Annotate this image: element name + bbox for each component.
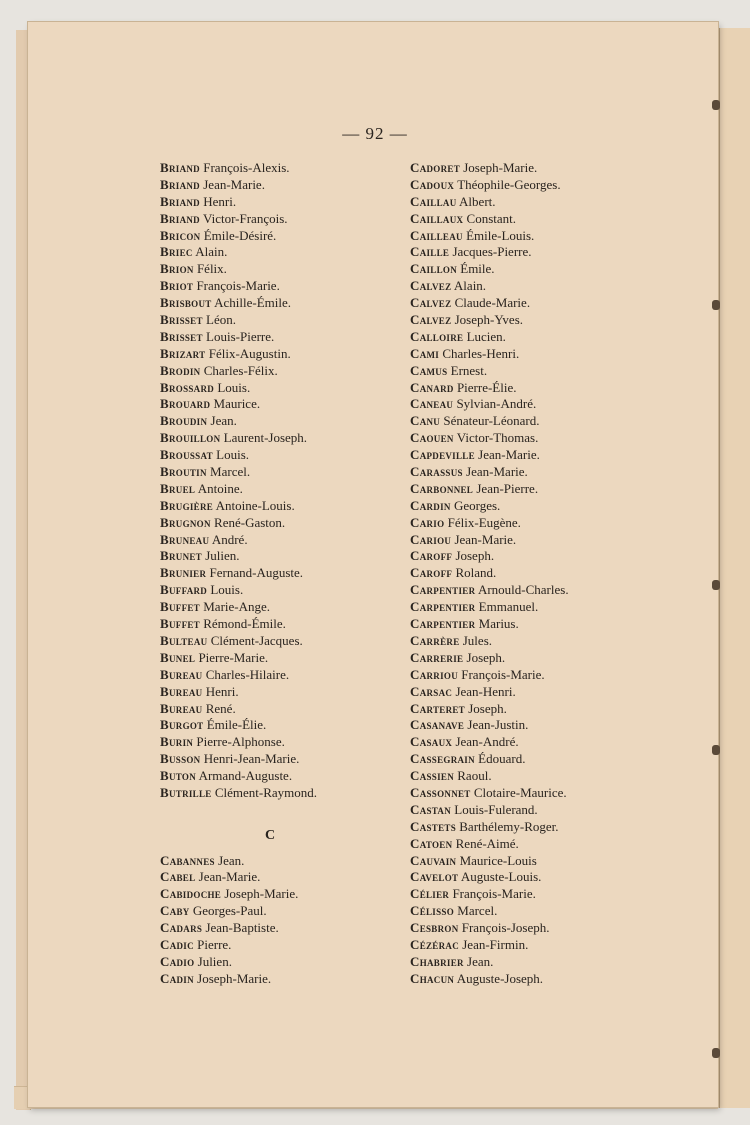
entry-given-names: Pierre-Alphonse. [196,734,285,750]
entry-given-names: François-Joseph. [461,920,550,936]
entry-surname: Brizart [160,345,206,361]
name-entry [410,380,640,397]
name-entry [160,548,390,565]
entry-given-names: Joseph-Marie. [224,886,299,902]
entry-surname: Canard [410,379,454,395]
name-entry [160,751,390,768]
entry-given-names: Barthélemy-Roger. [459,818,559,834]
entry-surname: Calloire [410,328,464,344]
name-entry [160,515,390,532]
name-entry [160,228,390,245]
entry-surname: Camus [410,362,448,378]
entry-given-names: Charles-Henri. [442,345,520,361]
entry-given-names: Jacques-Pierre. [452,244,532,260]
name-entry [160,380,390,397]
name-entry [410,211,640,228]
entry-surname: Cassonnet [410,784,471,800]
entry-surname: Caille [410,244,450,260]
entry-given-names: Édouard. [478,751,526,767]
entry-given-names: Fernand-Auguste. [209,565,304,581]
name-entry [410,768,640,785]
name-entry [160,413,390,430]
name-entry [410,396,640,413]
entry-surname: Carpentier [410,582,476,598]
entry-given-names: Constant. [466,210,517,226]
entry-given-names: Jean-Marie. [478,447,540,463]
entry-given-names: Joseph. [455,548,495,564]
entry-surname: Brunet [160,548,202,564]
entry-surname: Carassus [410,464,463,480]
entry-given-names: Jean-Henri. [455,683,516,699]
name-entry [160,346,390,363]
entry-given-names: Raoul. [457,768,492,784]
name-entry [410,751,640,768]
entry-surname: Cami [410,345,440,361]
binding-thread-mark [712,1048,720,1058]
entry-surname: Cavelot [410,869,459,885]
name-entry [410,920,640,937]
entry-given-names: Joseph-Marie. [197,970,272,986]
entry-given-names: Jean-André. [455,734,519,750]
entry-given-names: Laurent-Joseph. [223,430,308,446]
name-entry [160,565,390,582]
entry-surname: Chabrier [410,953,464,969]
entry-given-names: Maurice-Louis [459,852,537,868]
name-entry [410,177,640,194]
entry-given-names: Henri-Jean-Marie. [203,751,300,767]
name-entry [160,717,390,734]
entry-given-names: Henri. [203,193,237,209]
entry-surname: Cadio [160,953,195,969]
name-entry [410,633,640,650]
entry-given-names: Jules. [462,632,492,648]
entry-surname: Broussat [160,447,213,463]
entry-surname: Bureau [160,700,203,716]
entry-given-names: Charles-Félix. [203,362,278,378]
entry-given-names: Jean. [218,852,245,868]
entry-surname: Carbonnel [410,480,474,496]
entry-given-names: Ernest. [450,362,488,378]
name-entry [160,701,390,718]
left-name-column [160,160,390,988]
name-entry [160,971,390,988]
name-entry [410,430,640,447]
entry-surname: Brouard [160,396,211,412]
entry-given-names: Léon. [206,312,237,328]
name-entry [410,650,640,667]
name-entry [410,261,640,278]
entry-surname: Caillaux [410,210,464,226]
entry-surname: Brossard [160,379,215,395]
entry-given-names: Joseph-Yves. [454,312,524,328]
entry-surname: Cardin [410,497,451,513]
name-entry [160,498,390,515]
entry-given-names: Jean-Marie. [454,531,517,547]
entry-surname: Calvez [410,312,452,328]
entry-surname: Cesbron [410,920,459,936]
entry-given-names: Joseph. [468,700,507,716]
entry-given-names: François-Marie. [196,278,280,294]
entry-given-names: Jean-Justin. [467,717,529,733]
name-entry [160,329,390,346]
entry-surname: Brugière [160,497,214,513]
entry-surname: Cariou [410,531,452,547]
entry-surname: Buton [160,768,197,784]
entry-given-names: Lucien. [466,328,506,344]
entry-surname: Burgot [160,717,204,733]
name-entry [410,329,640,346]
entry-given-names: Félix-Eugène. [447,514,521,530]
entry-surname: Cailleau [410,227,463,243]
entry-surname: Carpentier [410,616,476,632]
entry-surname: Briand [160,193,200,209]
entry-surname: Caroff [410,565,453,581]
name-entry [160,768,390,785]
name-entry [410,684,640,701]
entry-given-names: Julien. [205,548,240,564]
entry-surname: Brion [160,261,194,277]
entry-surname: Carrère [410,632,460,648]
entry-given-names: Emmanuel. [478,599,539,615]
name-entry [410,599,640,616]
entry-surname: Cadoret [410,160,460,175]
entry-surname: Cabel [160,869,196,885]
entry-surname: Briec [160,244,193,260]
name-entry [160,312,390,329]
name-entry [160,650,390,667]
entry-given-names: Georges. [453,497,501,513]
entry-surname: Bureau [160,683,203,699]
name-entry [410,616,640,633]
name-entry [410,515,640,532]
entry-given-names: Antoine-Louis. [215,497,295,513]
binding-thread-mark [712,580,720,590]
surname-group-c [160,853,390,988]
entry-given-names: Marius. [478,616,519,632]
entry-given-names: Sénateur-Léonard. [443,413,540,429]
entry-given-names: Sylvian-André. [456,396,537,412]
entry-surname: Cadars [160,920,203,936]
name-entry [410,853,640,870]
entry-surname: Carsac [410,683,453,699]
name-entry [410,802,640,819]
entry-surname: Caby [160,903,190,919]
name-entry [160,177,390,194]
entry-surname: Bruneau [160,531,210,547]
entry-given-names: René. [205,700,236,716]
entry-given-names: Henri. [205,683,239,699]
section-heading-c: C [265,827,276,843]
name-entry [410,295,640,312]
entry-given-names: Claude-Marie. [454,295,531,311]
name-entry [410,413,640,430]
entry-surname: Briand [160,210,200,226]
entry-given-names: François-Marie. [452,886,536,902]
name-entry [410,819,640,836]
entry-given-names: Antoine. [197,480,243,496]
name-entry [160,363,390,380]
name-entry [160,160,390,177]
entry-given-names: Victor-François. [203,210,288,226]
entry-given-names: Alain. [453,278,487,294]
entry-surname: Caillau [410,193,457,209]
entry-surname: Briot [160,278,194,294]
surname-group-b [160,160,390,802]
entry-surname: Buffet [160,616,200,632]
entry-surname: Brisset [160,328,203,344]
entry-surname: Cabidoche [160,886,222,902]
entry-given-names: Alain. [195,244,228,260]
entry-given-names: André. [211,531,248,547]
name-entry [410,532,640,549]
entry-surname: Butrille [160,784,212,800]
entry-surname: Busson [160,751,201,767]
name-entry [410,903,640,920]
name-entry [160,244,390,261]
name-entry [410,244,640,261]
entry-given-names: Félix-Augustin. [208,345,291,361]
entry-surname: Bricon [160,227,201,243]
name-entry [410,717,640,734]
entry-surname: Caroff [410,548,453,564]
entry-given-names: Achille-Émile. [214,295,292,311]
name-entry [160,599,390,616]
name-entry [160,194,390,211]
name-entry [160,667,390,684]
entry-given-names: Georges-Paul. [192,903,267,919]
entry-given-names: Jean. [210,413,237,429]
entry-given-names: Marcel. [457,903,498,919]
name-entry [160,295,390,312]
entry-given-names: Louis. [217,379,251,395]
entry-given-names: Émile. [460,261,495,277]
name-entry [160,447,390,464]
entry-surname: Bureau [160,666,203,682]
name-entry [160,532,390,549]
entry-given-names: Julien. [197,953,232,969]
entry-given-names: Jean-Marie. [466,464,528,480]
name-entry [160,869,390,886]
entry-surname: Canu [410,413,441,429]
name-entry [160,734,390,751]
entry-surname: Brugnon [160,514,211,530]
entry-surname: Célier [410,886,450,902]
entry-given-names: Jean-Baptiste. [205,920,279,936]
entry-surname: Buffard [160,582,208,598]
entry-surname: Cauvain [410,852,457,868]
entry-given-names: Clément-Jacques. [210,632,303,648]
entry-given-names: Maurice. [213,396,261,412]
right-name-column [410,160,640,988]
name-entry [410,971,640,988]
entry-given-names: Jean-Firmin. [462,936,529,952]
name-entry [410,667,640,684]
entry-given-names: François-Alexis. [203,160,290,175]
entry-given-names: Jean-Marie. [203,176,265,192]
entry-given-names: Clément-Raymond. [214,784,318,800]
name-entry [160,430,390,447]
entry-given-names: Auguste-Joseph. [456,970,544,986]
entry-surname: Catoen [410,835,453,851]
entry-surname: Carrerie [410,649,464,665]
entry-given-names: Louis. [210,582,244,598]
entry-surname: Briand [160,176,200,192]
name-entry [410,701,640,718]
spacer [160,802,390,819]
entry-surname: Bruel [160,480,196,496]
entry-given-names: Émile-Désiré. [203,227,277,243]
name-entry [410,363,640,380]
name-entry [410,447,640,464]
entry-surname: Chacun [410,970,455,986]
entry-surname: Casaux [410,734,453,750]
name-entry [410,836,640,853]
entry-surname: Brisbout [160,295,212,311]
entry-surname: Broudin [160,413,208,429]
entry-surname: Cadic [160,936,194,952]
name-entry [160,785,390,802]
entry-surname: Briand [160,160,200,175]
entry-given-names: Victor-Thomas. [456,430,539,446]
binding-thread-mark [712,300,720,310]
name-entry [160,582,390,599]
entry-given-names: Charles-Hilaire. [205,666,290,682]
name-entry [160,633,390,650]
entry-given-names: Auguste-Louis. [460,869,542,885]
entry-surname: Brouillon [160,430,221,446]
entry-surname: Burin [160,734,194,750]
name-entry [410,937,640,954]
name-entry [410,278,640,295]
entry-surname: Buffet [160,599,200,615]
name-entry [160,278,390,295]
name-entry [160,954,390,971]
entry-surname: Broutin [160,464,207,480]
entry-surname: Cassegrain [410,751,475,767]
binding-thread-mark [712,100,720,110]
entry-surname: Cézérac [410,936,459,952]
entry-surname: Caouen [410,430,454,446]
entry-given-names: François-Marie. [461,666,545,682]
entry-surname: Castets [410,818,457,834]
entry-surname: Brunier [160,565,207,581]
entry-given-names: Théophile-Georges. [457,176,561,192]
entry-given-names: Marie-Ange. [203,599,271,615]
name-entry [410,785,640,802]
entry-given-names: Arnould-Charles. [477,582,569,598]
facing-page-edge [718,28,750,1108]
name-entry [160,396,390,413]
name-entry [410,464,640,481]
name-entry [410,498,640,515]
entry-surname: Carteret [410,700,465,716]
entry-given-names: Félix. [196,261,227,277]
name-entry [160,464,390,481]
name-entry [410,565,640,582]
entry-surname: Casanave [410,717,465,733]
page-number: — 92 — [342,124,408,143]
entry-given-names: Joseph. [466,649,506,665]
entry-surname: Caneau [410,396,454,412]
name-entry [160,684,390,701]
name-entry [410,548,640,565]
entry-surname: Brisset [160,312,203,328]
entry-given-names: Louis-Pierre. [206,328,275,344]
name-entry [410,228,640,245]
entry-given-names: Jean-Pierre. [476,480,539,496]
name-entry [410,886,640,903]
entry-given-names: Clotaire-Maurice. [473,784,567,800]
entry-surname: Calvez [410,278,452,294]
entry-given-names: Albert. [459,193,496,209]
entry-surname: Carriou [410,666,458,682]
entry-given-names: René-Gaston. [214,514,286,530]
entry-given-names: Émile-Louis. [466,227,535,243]
entry-surname: Cadoux [410,176,455,192]
entry-surname: Bunel [160,649,196,665]
entry-surname: Cadin [160,970,194,986]
name-entry [160,920,390,937]
name-entry [410,346,640,363]
entry-given-names: Jean-Marie. [198,869,261,885]
entry-surname: Célisso [410,903,455,919]
entry-surname: Castan [410,801,452,817]
entry-surname: Carpentier [410,599,476,615]
entry-surname: Brodin [160,362,201,378]
entry-given-names: Roland. [455,565,497,581]
name-entry [410,481,640,498]
entry-surname: Cabannes [160,852,215,868]
name-entry [410,312,640,329]
entry-surname: Caillon [410,261,457,277]
name-entry [410,869,640,886]
name-entry [410,582,640,599]
entry-given-names: Pierre-Élie. [456,379,517,395]
binding-thread-mark [712,745,720,755]
name-entry [410,160,640,177]
entry-given-names: Louis. [216,447,250,463]
entry-given-names: Pierre. [197,936,232,952]
entry-given-names: Jean. [467,953,494,969]
name-entry [410,194,640,211]
name-entry [160,853,390,870]
name-entry [410,954,640,971]
name-entry [160,261,390,278]
name-entry [160,903,390,920]
entry-given-names: Rémond-Émile. [203,616,286,632]
entry-given-names: Armand-Auguste. [198,768,293,784]
name-entry [160,481,390,498]
name-entry [160,211,390,228]
name-entry [160,616,390,633]
entry-surname: Capdeville [410,447,475,463]
entry-surname: Cassien [410,768,455,784]
entry-given-names: Louis-Fulerand. [454,801,538,817]
entry-given-names: Marcel. [210,464,251,480]
entry-surname: Cario [410,514,445,530]
entry-surname: Calvez [410,295,452,311]
entry-given-names: Joseph-Marie. [463,160,538,175]
name-entry [160,937,390,954]
entry-given-names: Émile-Élie. [206,717,267,733]
entry-given-names: Pierre-Marie. [198,649,269,665]
name-entry [410,734,640,751]
entry-given-names: René-Aimé. [455,835,519,851]
entry-surname: Bulteau [160,632,208,648]
name-entry [160,886,390,903]
